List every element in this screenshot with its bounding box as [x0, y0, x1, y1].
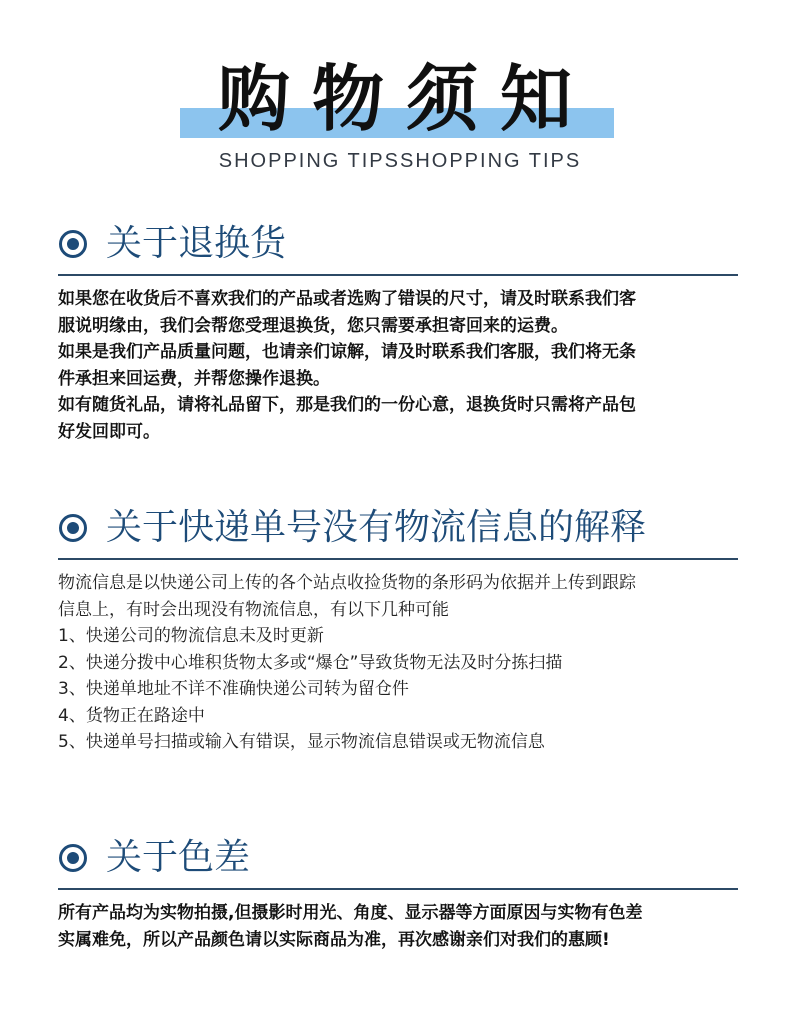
section-header [58, 832, 738, 890]
text-line: 如果您在收货后不喜欢我们的产品或者选购了错误的尺寸，请及时联系我们客 [58, 289, 636, 309]
text-line: 如果是我们产品质量问题，也请亲们谅解，请及时联系我们客服，我们将无条 [58, 342, 636, 362]
list-item: 3、快递单地址不详不准确快递公司转为留仓件 [58, 679, 409, 699]
text-line: 好发回即可。 [58, 421, 160, 442]
section-text [58, 286, 738, 445]
text-line: 如有随货礼品，请将礼品留下，那是我们的一份心意，退换货时只需将产品包 [58, 395, 636, 415]
section-header [58, 502, 738, 560]
list-item: 2、快递分拨中心堆积货物太多或“爆仓”导致货物无法及时分拣扫描 [58, 652, 563, 673]
list-item: 4、货物正在路途中 [58, 705, 205, 726]
text-line: 件承担来回运费，并帮您操作退换。 [58, 368, 330, 389]
page-title: 购物须知 [217, 57, 594, 141]
target-circle-icon [58, 229, 88, 259]
section-title: 关于快递单号没有物流信息的解释 [106, 507, 647, 548]
target-circle-icon [58, 513, 88, 543]
text-line: 信息上，有时会出现没有物流信息，有以下几种可能 [58, 599, 449, 620]
target-circle-icon [58, 843, 88, 873]
section-header [58, 218, 738, 276]
section-text [58, 900, 738, 953]
text-line: 实属难免，所以产品颜色请以实际商品为准，再次感谢亲们对我们的惠顾! [58, 929, 610, 950]
text-line: 服说明缘由，我们会帮您受理退换货，您只需要承担寄回来的运费。 [58, 315, 568, 336]
section-returns [58, 218, 738, 445]
section-text [58, 570, 738, 756]
page-subtitle: SHOPPING TIPSSHOPPING TIPS [218, 150, 582, 172]
text-line: 物流信息是以快递公司上传的各个站点收捡货物的条形码为依据并上传到跟踪 [58, 573, 636, 593]
section-title: 关于退换货 [106, 223, 287, 264]
list-item: 1、快递公司的物流信息未及时更新 [58, 626, 324, 646]
page-header [0, 0, 800, 200]
section-title: 关于色差 [106, 837, 251, 878]
section-logistics [58, 502, 738, 756]
section-color-difference [58, 832, 738, 953]
list-item: 5、快递单号扫描或输入有错误，显示物流信息错误或无物流信息 [58, 732, 545, 752]
text-line: 所有产品均为实物拍摄,但摄影时用光、角度、显示器等方面原因与实物有色差 [58, 903, 643, 923]
